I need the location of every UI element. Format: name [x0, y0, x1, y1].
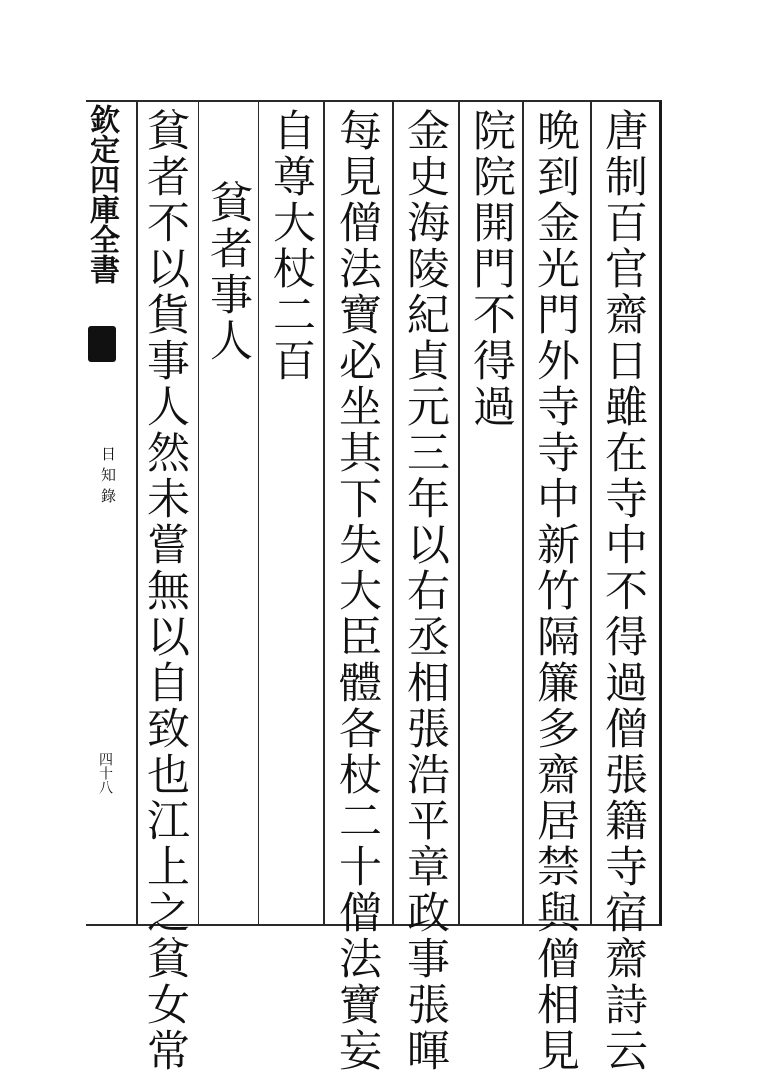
- column-rule: [136, 100, 138, 926]
- text-column: 貧者不以貨事人然未嘗無以自致也江上之貧女常: [140, 108, 190, 1074]
- text-column: 自尊大杖二百: [266, 108, 316, 384]
- column-rule: [258, 100, 259, 926]
- section-heading: 貧者事人: [203, 180, 253, 364]
- text-column: 晩到金光門外寺寺中新竹隔簾多齋居禁與僧相見: [530, 108, 580, 1074]
- margin-book-title: 日知錄: [99, 446, 117, 509]
- text-column: 院院開門不得過: [466, 108, 516, 430]
- fish-tail-mark: [88, 326, 116, 362]
- text-column: 金史海陵紀貞元三年以右丞相張浩平章政事張暉: [400, 108, 450, 1074]
- column-rule: [392, 100, 394, 926]
- text-column: 唐制百官齋日雖在寺中不得過僧張籍寺宿齋詩云: [598, 108, 648, 1074]
- margin-page-number: 四十八: [97, 752, 113, 794]
- column-rule: [323, 100, 325, 926]
- column-rule: [522, 100, 524, 926]
- text-column: 每見僧法寶必坐其下失大臣體各杖二十僧法寶妄: [332, 108, 382, 1074]
- margin-collection-title: 欽定四庫全書: [84, 104, 119, 284]
- column-rule: [198, 100, 199, 926]
- column-rule: [590, 100, 592, 926]
- column-rule: [458, 100, 460, 926]
